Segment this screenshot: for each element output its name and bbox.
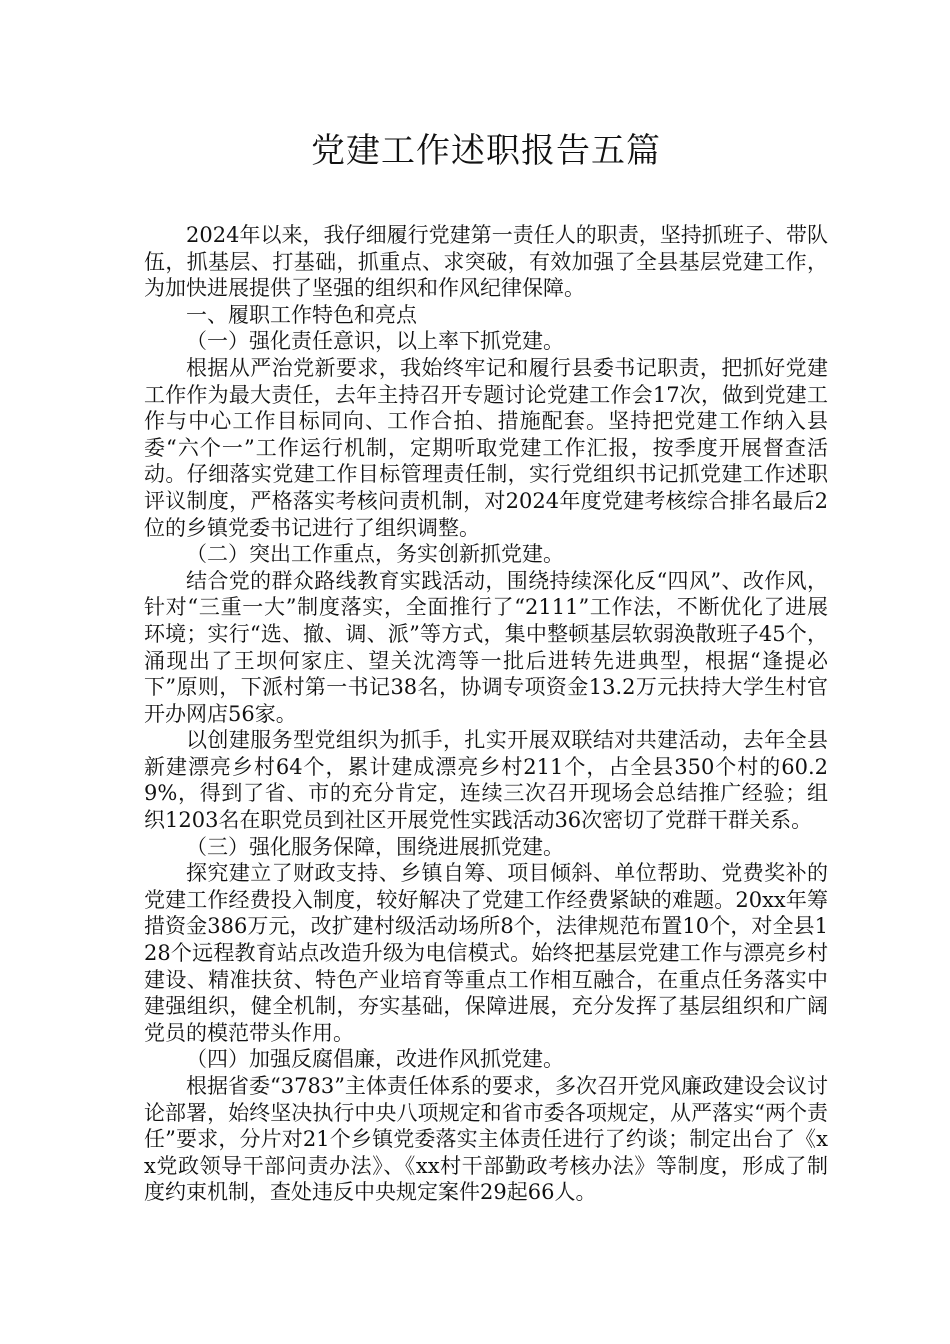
- document-page: [144, 128, 828, 1206]
- paragraph-responsibility: 根据从严治党新要求，我始终牢记和履行县委书记职责，把抓好党建工作作为最大责任，去年主持召开专题讨论党建工作会17次，做到党建工作与中心工作目标同向、工作合拍、措施配套。坚持把党建工作纳入县委“六个一”工作运行机制，定期听取党建工作汇报，按季度开展督查活动。仔细落实党建工作目标管理责任制，实行党组织书记抓党建工作述职评议制度，严格落实考核问责机制，对2024年度党建考核综合排名最后2位的乡镇党委书记进行了组织调整。: [144, 355, 828, 540]
- subsection-heading-1: （一）强化责任意识，以上率下抓党建。: [186, 329, 564, 354]
- section-heading: 一、履职工作特色和亮点: [186, 302, 417, 327]
- paragraph-service-organization: 以创建服务型党组织为抓手，扎实开展双联结对共建活动，去年全县新建漂亮乡村64个，累计建成漂亮乡村211个，占全县350个村的60.29%，得到了省、市的充分肯定，连续三次召开现场会总结推广经验；组织1203名在职党员到社区开展党性实践活动36次密切了党群干群关系。: [144, 728, 828, 833]
- subsection-heading-4: （四）加强反腐倡廉，改进作风抓党建。: [186, 1047, 564, 1072]
- paragraph-anticorruption: 根据省委“3783”主体责任体系的要求，多次召开党风廉政建设会议讨论部署，始终坚决执行中央八项规定和省市委各项规定，从严落实“两个责任”要求，分片对21个乡镇党委落实主体责任进行了约谈；制定出台了《xx党政领导干部问责办法》、《xx村干部勤政考核办法》等制度，形成了制度约束机制，查处违反中央规定案件29起66人。: [144, 1074, 828, 1205]
- paragraph-funding: 探究建立了财政支持、乡镇自筹、项目倾斜、单位帮助、党费奖补的党建工作经费投入制度，较好解决了党建工作经费紧缺的难题。20xx年筹措资金386万元，改扩建村级活动场所8个，法律规范布置10个，对全县128个远程教育站点改造升级为电信模式。始终把基层党建工作与漂亮乡村建设、精准扶贫、特色产业培育等重点工作相互融合，在重点任务落实中建强组织，健全机制，夯实基础，保障进展，充分发挥了基层组织和广阔党员的模范带头作用。: [144, 861, 828, 1045]
- document-title: 党建工作述职报告五篇: [311, 131, 661, 171]
- paragraph-intro: 2024年以来，我仔细履行党建第一责任人的职责，坚持抓班子、带队伍，抓基层、打基础，抓重点、求突破，有效加强了全县基层党建工作，为加快进展提供了坚强的组织和作风纪律保障。: [144, 223, 828, 301]
- subsection-heading-3: （三）强化服务保障，围绕进展抓党建。: [186, 834, 564, 859]
- paragraph-innovation: 结合党的群众路线教育实践活动，围绕持续深化反“四风”、改作风，针对“三重一大”制度落实，全面推行了“2111”工作法，不断优化了进展环境；实行“选、撤、调、派”等方式，集中整顿基层软弱涣散班子45个，涌现出了王坝何家庄、望关沈湾等一批后进转先进典型，根据“逢提必下”原则，下派村第一书记38名，协调专项资金13.2万元扶持大学生村官开办网店56家。: [144, 568, 828, 726]
- subsection-heading-2: （二）突出工作重点，务实创新抓党建。: [186, 542, 564, 567]
